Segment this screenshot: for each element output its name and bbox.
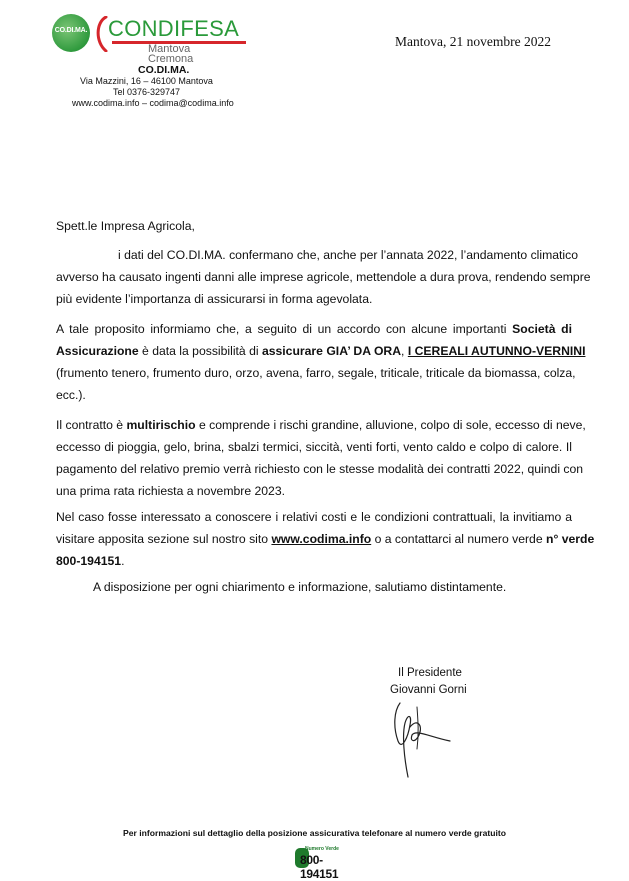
p2-line-4: ecc.).	[56, 388, 86, 402]
p4-text: visitare apposita sezione sul nostro sito	[56, 532, 269, 546]
toll-free-badge	[291, 844, 359, 881]
p4-text: o a contattarci al numero verde	[374, 532, 543, 546]
salutation: Spett.le Impresa Agricola,	[56, 219, 195, 233]
p4-line-1: Nel caso fosse interessato a conoscere i relativi costi e le condizioni contrattuali, la invitiamo a	[56, 510, 572, 524]
p2-text: A tale proposito informiamo che, a seguito di un accordo con alcune importanti	[56, 322, 507, 336]
logo-badge-text: CO.DI.MA.	[54, 27, 88, 34]
p2-bold-assicurazione: Assicurazione	[56, 344, 139, 358]
signature-title: Il Presidente	[398, 667, 462, 679]
p3-line-3: pagamento del relativo premio verrà richiesto con le stesse modalità dei contratti 2022, quindi con	[56, 462, 584, 476]
footer-info: Per informazioni sul dettaglio della posizione assicurativa telefonare al numero verde gratuito	[123, 828, 506, 838]
p4-period: .	[121, 554, 125, 568]
paragraph-4	[56, 506, 595, 572]
p1-line-3: più evidente l’importanza di assicurarsi in forma agevolata.	[56, 292, 373, 306]
website-link[interactable]: www.codima.info	[271, 532, 372, 546]
p3-text: e comprende i rischi grandine, alluvione, colpo di sole, eccesso di neve,	[198, 418, 586, 432]
paragraph-1	[56, 244, 591, 310]
brand-subtitle-2: Cremona	[148, 53, 194, 65]
p2-line-3: (frumento tenero, frumento duro, orzo, avena, farro, segale, triticale, triticale da biomassa, colza,	[56, 366, 576, 380]
closing-line: A disposizione per ogni chiarimento e informazione, salutiamo distintamente.	[93, 580, 507, 594]
p1-line-2: avverso ha causato ingenti danni alle imprese agricole, mettendole a dura prova, rendendo sempre	[56, 270, 591, 284]
toll-free-label: Numero Verde	[305, 846, 339, 852]
brand-subtitle-1: Mantova	[148, 43, 191, 55]
handwritten-signature	[384, 697, 454, 779]
closing-paragraph	[56, 576, 572, 598]
org-telephone: Tel 0376-329747	[113, 87, 181, 97]
signature-name: Giovanni Gorni	[390, 684, 467, 696]
org-name: CO.DI.MA.	[138, 64, 190, 76]
paragraph-2	[56, 318, 586, 406]
brand-name: CONDIFESA	[108, 16, 240, 41]
p3-line-4: una prima rata richiesta a novembre 2023.	[56, 484, 285, 498]
p4-line-3	[56, 550, 572, 572]
p2-bold-assicurare: assicurare GIA’ DA ORA	[261, 344, 402, 358]
p4-bold-phone: 800-194151	[56, 554, 122, 568]
p2-line-1	[56, 318, 572, 340]
letterhead-logo	[52, 14, 252, 64]
p2-line-2	[56, 340, 586, 362]
toll-free-number: 800-194151	[300, 853, 339, 881]
p4-line-2	[56, 528, 595, 550]
p3-line-1	[56, 414, 586, 436]
p2-text: è data la possibilità di	[142, 344, 259, 358]
p2-underlined-cereali: I CEREALI AUTUNNO-VERNINI	[407, 344, 586, 358]
p2-comma: ,	[401, 344, 405, 358]
p3-text: Il contratto è	[56, 418, 124, 432]
letter-date: Mantova, 21 novembre 2022	[395, 34, 551, 49]
org-address: Via Mazzini, 16 – 46100 Mantova	[80, 76, 213, 86]
org-web-email: www.codima.info – codima@codima.info	[72, 98, 234, 108]
p2-bold-societa: Società di	[512, 322, 573, 336]
p3-bold-multirischio: multirischio	[126, 418, 196, 432]
p3-line-2: eccesso di pioggia, gelo, brina, sbalzi termici, siccità, venti forti, vento caldo e colpo di calore. Il	[56, 440, 572, 454]
p4-bold-numero-verde: n° verde	[546, 532, 595, 546]
logo-swoosh-icon	[94, 16, 108, 52]
paragraph-3	[56, 414, 586, 502]
p1-line-1: i dati del CO.DI.MA. confermano che, anche per l’annata 2022, l’andamento climatico	[118, 248, 578, 262]
